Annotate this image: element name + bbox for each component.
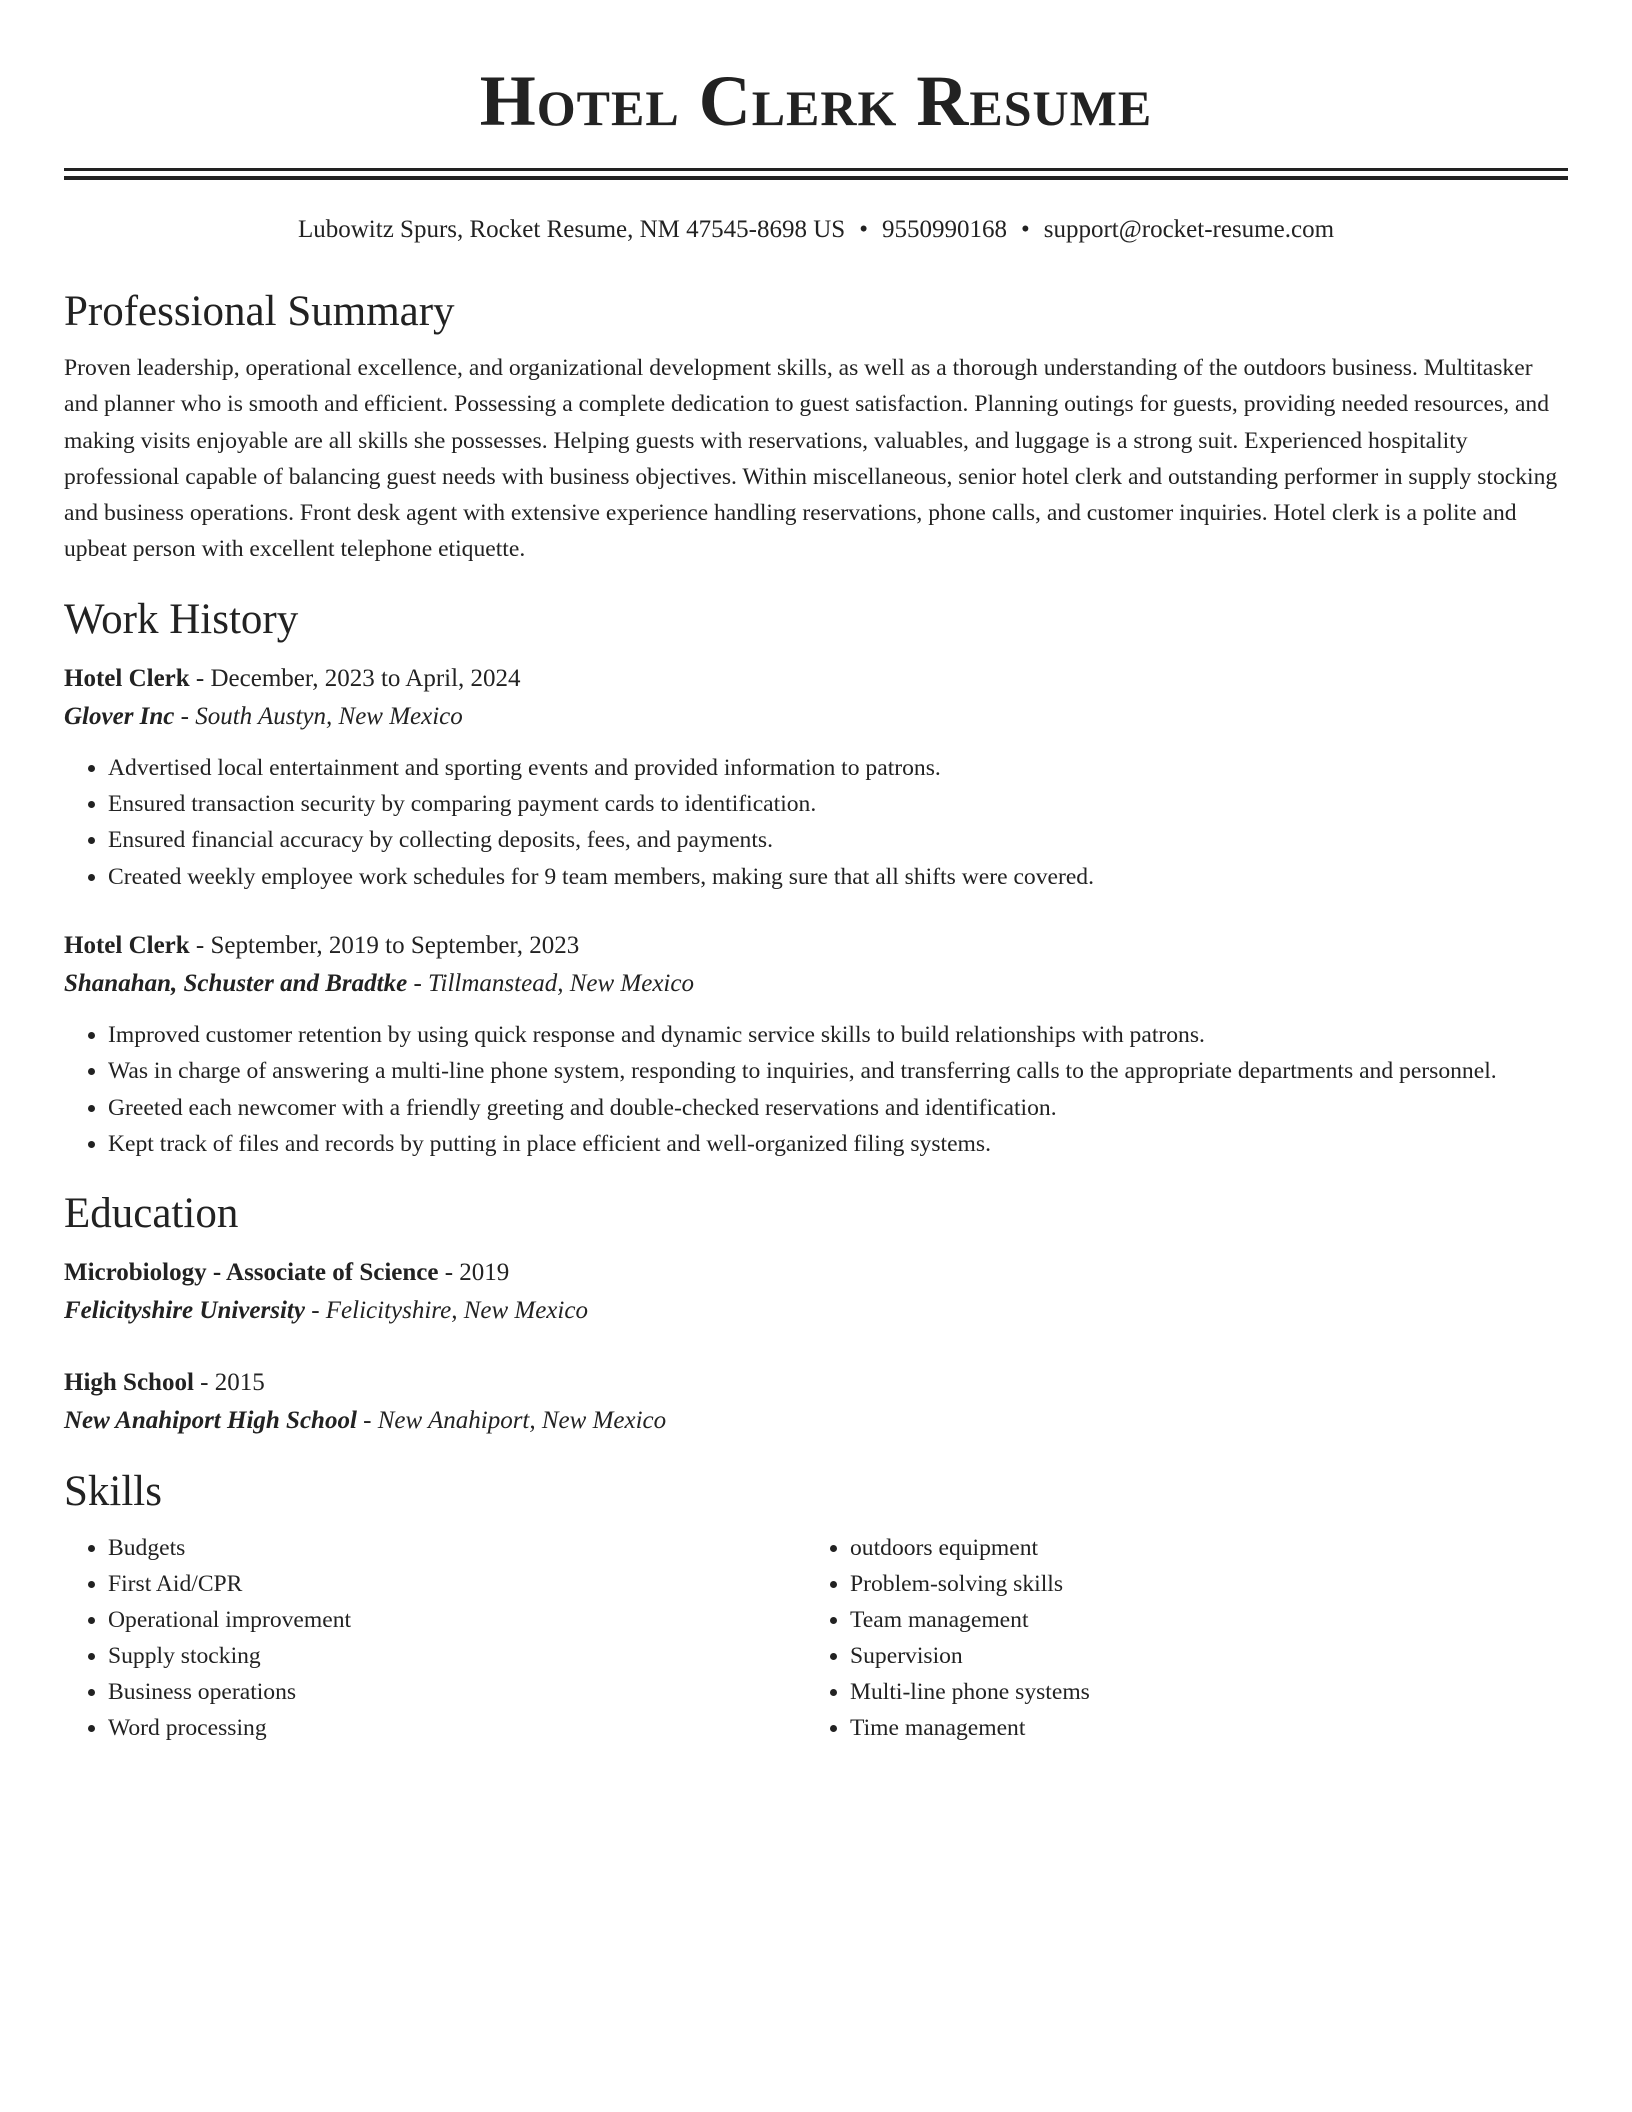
job-title: Hotel Clerk bbox=[64, 664, 190, 692]
list-item: • Ensured financial accuracy by collecting deposits, fees, and payments. bbox=[108, 822, 1568, 858]
job-company: Shanahan, Schuster and Bradtke bbox=[64, 969, 408, 997]
list-item: • Greeted each newcomer with a friendly greeting and double-checked reservations and identification. bbox=[108, 1090, 1568, 1126]
skill-item: • Problem-solving skills bbox=[850, 1566, 1548, 1602]
job-dates: - December, 2023 to April, 2024 bbox=[189, 664, 521, 692]
skills-heading: Skills bbox=[64, 1468, 162, 1516]
graduation-year: - 2019 bbox=[438, 1259, 510, 1287]
degree: High School bbox=[64, 1369, 194, 1397]
list-item: • Advertised local entertainment and sporting events and provided information to patrons. bbox=[108, 750, 1568, 786]
job-title-line bbox=[64, 660, 1568, 698]
school-name: New Anahiport High School bbox=[64, 1407, 357, 1435]
job-company-line bbox=[64, 965, 1568, 1003]
skill-item: • Operational improvement bbox=[108, 1602, 806, 1638]
list-item: • Was in charge of answering a multi-line phone system, responding to inquiries, and transferring calls to the appropriate departments and personnel. bbox=[108, 1053, 1568, 1089]
education-entry bbox=[64, 1254, 1568, 1330]
job-title-line bbox=[64, 927, 1568, 965]
contact-separator: • bbox=[859, 216, 868, 243]
resume-title: Hotel Clerk Resume bbox=[479, 61, 1153, 141]
degree: Microbiology - Associate of Science bbox=[64, 1259, 439, 1287]
education-entry bbox=[64, 1364, 1568, 1440]
job-duties-list bbox=[64, 750, 1568, 895]
contact-separator: • bbox=[1020, 216, 1030, 243]
contact-phone: 9550990168 bbox=[881, 216, 1007, 243]
skill-item: • outdoors equipment bbox=[850, 1530, 1548, 1566]
contact-address: Lubowitz Spurs, Rocket Resume, NM 47545-8698 US bbox=[297, 216, 846, 243]
job-company-line bbox=[64, 698, 1568, 736]
title-double-rule bbox=[64, 168, 1568, 180]
job-entry bbox=[64, 660, 1568, 895]
skill-item: • Budgets bbox=[108, 1530, 806, 1566]
skill-item: • Word processing bbox=[108, 1710, 806, 1746]
skill-item: • First Aid/CPR bbox=[108, 1566, 806, 1602]
skill-item: • Team management bbox=[850, 1602, 1548, 1638]
list-item: • Improved customer retention by using quick response and dynamic service skills to build relationships with patrons. bbox=[108, 1017, 1568, 1053]
education-heading: Education bbox=[64, 1190, 239, 1238]
contact-line bbox=[64, 214, 1568, 246]
skill-item: • Supervision bbox=[850, 1638, 1548, 1674]
degree-line bbox=[64, 1254, 1568, 1292]
work-history-heading: Work History bbox=[64, 595, 299, 643]
contact-email: support@rocket-resume.com bbox=[1043, 216, 1335, 243]
skills-list-left bbox=[64, 1530, 806, 1746]
school-line bbox=[64, 1292, 1568, 1330]
skills-columns bbox=[64, 1530, 1568, 1746]
list-item: • Created weekly employee work schedules for 9 team members, making sure that all shifts were covered. bbox=[108, 859, 1568, 895]
skill-item: • Multi-line phone systems bbox=[850, 1674, 1548, 1710]
graduation-year: - 2015 bbox=[193, 1369, 265, 1397]
list-item: • Ensured transaction security by comparing payment cards to identification. bbox=[108, 786, 1568, 822]
summary-text: Proven leadership, operational excellence, and organizational development skills, as well as a thorough understanding of the outdoors business. Multitasker and planner who is smooth and efficient. Possessing a complete dedication to guest satisfaction. Planning outings for guests, providing needed resources, and making visits enjoyable are all skills she possesses. Helping guests with reservations, valuables, and luggage is a strong suit. Experienced hospitality professional capable of balancing guest needs with business objectives. Within miscellaneous, senior hotel clerk and outstanding performer in supply stocking and business operations. Front desk agent with extensive experience handling reservations, phone calls, and customer inquiries. Hotel clerk is a polite and upbeat person with excellent telephone etiquette. bbox=[64, 355, 1558, 563]
job-title: Hotel Clerk bbox=[64, 931, 190, 959]
skill-item: • Time management bbox=[850, 1710, 1548, 1746]
skill-item: • Business operations bbox=[108, 1674, 806, 1710]
job-entry bbox=[64, 927, 1568, 1162]
school-name: Felicityshire University bbox=[64, 1297, 305, 1325]
job-duties-list bbox=[64, 1017, 1568, 1162]
skill-item: • Supply stocking bbox=[108, 1638, 806, 1674]
degree-line bbox=[64, 1364, 1568, 1402]
job-dates: - September, 2019 to September, 2023 bbox=[189, 931, 580, 959]
school-location: - Felicityshire, New Mexico bbox=[304, 1297, 588, 1325]
job-location: - Tillmanstead, New Mexico bbox=[407, 969, 694, 997]
skills-list-right bbox=[806, 1530, 1548, 1746]
list-item: • Kept track of files and records by putting in place efficient and well-organized filing systems. bbox=[108, 1126, 1568, 1162]
job-company: Glover Inc bbox=[64, 702, 175, 730]
job-location: - South Austyn, New Mexico bbox=[174, 702, 463, 730]
school-line bbox=[64, 1402, 1568, 1440]
summary-heading: Professional Summary bbox=[64, 288, 455, 335]
school-location: - New Anahiport, New Mexico bbox=[356, 1407, 667, 1435]
